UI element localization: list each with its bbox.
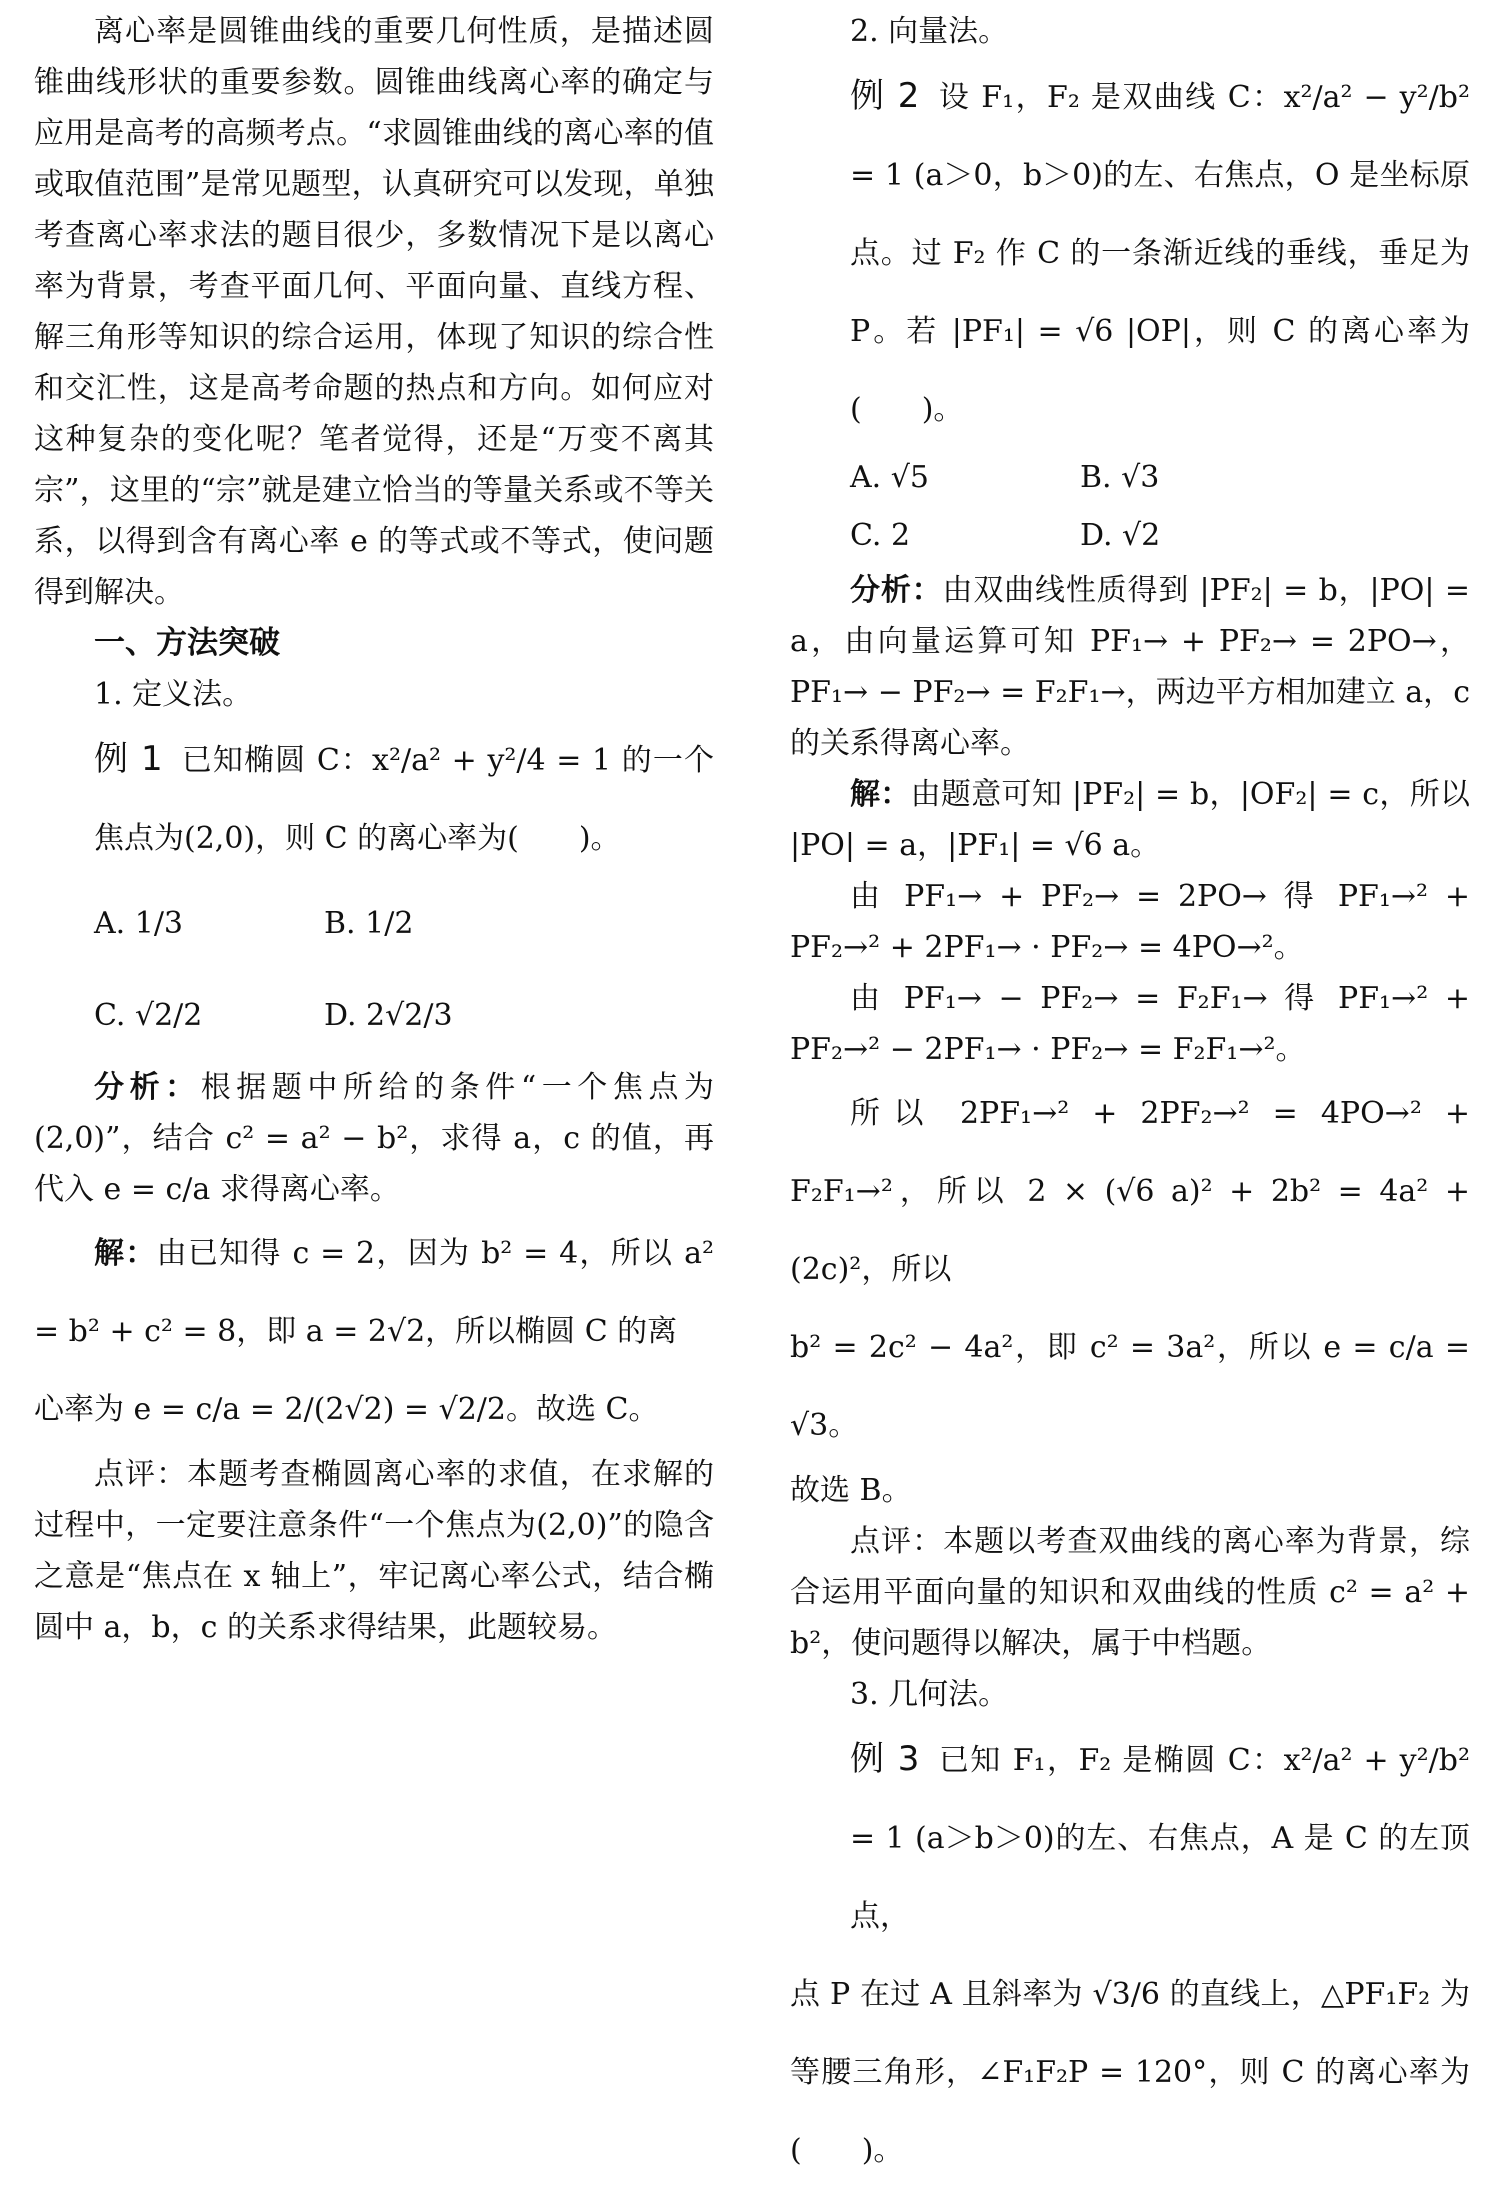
option-d: D. √2	[1080, 518, 1161, 553]
example-3-text-2: 点 P 在过 A 且斜率为 √3/6 的直线上，△PF₁F₂ 为等腰三角形，∠F₁F₂P = 120°，则 C 的离心率为( )。	[790, 1977, 1470, 2168]
solution-label: 解：	[850, 777, 911, 812]
option-c: C. 2	[850, 518, 911, 553]
example-1-options-row1	[94, 878, 714, 970]
method-3-heading: 3. 几何法。	[850, 1677, 1009, 1712]
example-2-label: 例 2	[850, 76, 920, 116]
analysis-label: 分析：	[850, 573, 943, 608]
example-3-text-1: 已知 F₁，F₂ 是椭圆 C：x²/a² + y²/b² = 1 (a＞b＞0)的左、右焦点，A 是 C 的左顶点，	[850, 1743, 1470, 1934]
option-a: A. √5	[850, 460, 929, 495]
analysis-label: 分析：	[94, 1070, 201, 1105]
example-2-options-row1	[850, 449, 1470, 507]
example-2-text: 设 F₁，F₂ 是双曲线 C：x²/a² − y²/b² = 1 (a＞0，b＞0)的左、右焦点，O 是坐标原点。过 F₂ 作 C 的一条渐近线的垂线，垂足为 P。若 |PF₁| = √6 |OP|，则 C 的离心率为( )。	[850, 80, 1470, 427]
method-2-heading: 2. 向量法。	[850, 14, 1009, 49]
left-column	[34, 6, 714, 1653]
example-2-solution-2: 由 PF₁→ + PF₂→ = 2PO→ 得 PF₁→² + PF₂→² + 2PF₁→ · PF₂→ = 4PO→²。	[790, 879, 1470, 965]
example-3	[850, 1720, 1470, 1956]
solution-text-1: 由题意可知 |PF₂| = b，|OF₂| = c，所以 |PO| = a，|PF₁| = √6 a。	[790, 777, 1470, 863]
example-1-label: 例 1	[94, 739, 163, 779]
option-a: A. 1/3	[94, 906, 184, 941]
solution-label: 解：	[94, 1236, 157, 1271]
analysis-text: 由双曲线性质得到 |PF₂| = b，|PO| = a，由向量运算可知 PF₁→ + PF₂→ = 2PO→，PF₁→ − PF₂→ = F₂F₁→，两边平方相加建立 a，c 的关系得离心率。	[790, 573, 1471, 761]
solution-text-1: 由已知得 c = 2，因为 b² = 4，所以 a² = b² + c² = 8，即 a = 2√2，所以椭圆 C 的离	[34, 1236, 714, 1349]
example-1-solution	[34, 1215, 714, 1371]
option-d: D. 2√2/3	[324, 998, 453, 1033]
right-column	[790, 6, 1470, 2190]
example-2-comment	[790, 1516, 1470, 1669]
example-1-comment	[34, 1449, 714, 1653]
section-title: 一、方法突破	[94, 625, 280, 661]
option-b: B. 1/2	[324, 906, 414, 941]
example-2-solution-5: b² = 2c² − 4a²，即 c² = 3a²，所以 e = c/a = √3。	[790, 1330, 1470, 1443]
option-b: B. √3	[1080, 460, 1160, 495]
comment-text: 本题以考查双曲线的离心率为背景，综合运用平面向量的知识和双曲线的性质 c² = a² + b²，使问题得以解决，属于中档题。	[790, 1524, 1471, 1661]
example-2-analysis	[790, 565, 1470, 769]
example-2-options-row2	[850, 507, 1470, 565]
option-c: C. √2/2	[94, 998, 203, 1033]
method-1-heading: 1. 定义法。	[94, 677, 253, 712]
example-2-solution	[790, 769, 1470, 871]
example-1-text: 已知椭圆 C：x²/a² + y²/4 = 1 的一个焦点为(2,0)，则 C 的离心率为( )。	[94, 743, 714, 856]
example-2-solution-3: 由 PF₁→ − PF₂→ = F₂F₁→ 得 PF₁→² + PF₂→² − 2PF₁→ · PF₂→ = F₂F₁→²。	[790, 981, 1470, 1067]
intro-paragraph: 离心率是圆锥曲线的重要几何性质，是描述圆锥曲线形状的重要参数。圆锥曲线离心率的确定与应用是高考的高频考点。“求圆锥曲线的离心率的值或取值范围”是常见题型，认真研究可以发现，单独考查离心率求法的题目很少，多数情况下是以离心率为背景，考查平面几何、平面向量、直线方程、解三角形等知识的综合运用，体现了知识的综合性和交汇性，这是高考命题的热点和方向。如何应对这种复杂的变化呢？笔者觉得，还是“万变不离其宗”，这里的“宗”就是建立恰当的等量关系或不等关系，以得到含有离心率 e 的等式或不等式，使问题得到解决。	[34, 14, 714, 610]
analysis-text: 根据题中所给的条件“一个焦点为(2,0)”，结合 c² = a² − b²，求得 a，c 的值，再代入 e = c/a 求得离心率。	[34, 1070, 715, 1207]
example-1-solution-line-2: 心率为 e = c/a = 2/(2√2) = √2/2。故选 C。	[34, 1392, 659, 1427]
example-1-analysis	[34, 1062, 714, 1215]
comment-text: 本题考查椭圆离心率的求值，在求解的过程中，一定要注意条件“一个焦点为(2,0)”的隐含之意是“焦点在 x 轴上”，牢记离心率公式，结合椭圆中 a，b，c 的关系求得结果，此题较易。	[34, 1457, 715, 1645]
example-3-label: 例 3	[850, 1739, 920, 1779]
comment-label: 点评：	[94, 1457, 188, 1492]
example-2-solution-4: 所以 2PF₁→² + 2PF₂→² = 4PO→² + F₂F₁→²，所以 2 × (√6 a)² + 2b² = 4a² + (2c)²，所以	[790, 1096, 1470, 1287]
example-1-options-row2	[94, 970, 714, 1062]
example-2	[850, 57, 1470, 449]
comment-label: 点评：	[850, 1524, 944, 1559]
example-2-solution-6: 故选 B。	[790, 1473, 912, 1508]
example-1	[94, 720, 714, 878]
